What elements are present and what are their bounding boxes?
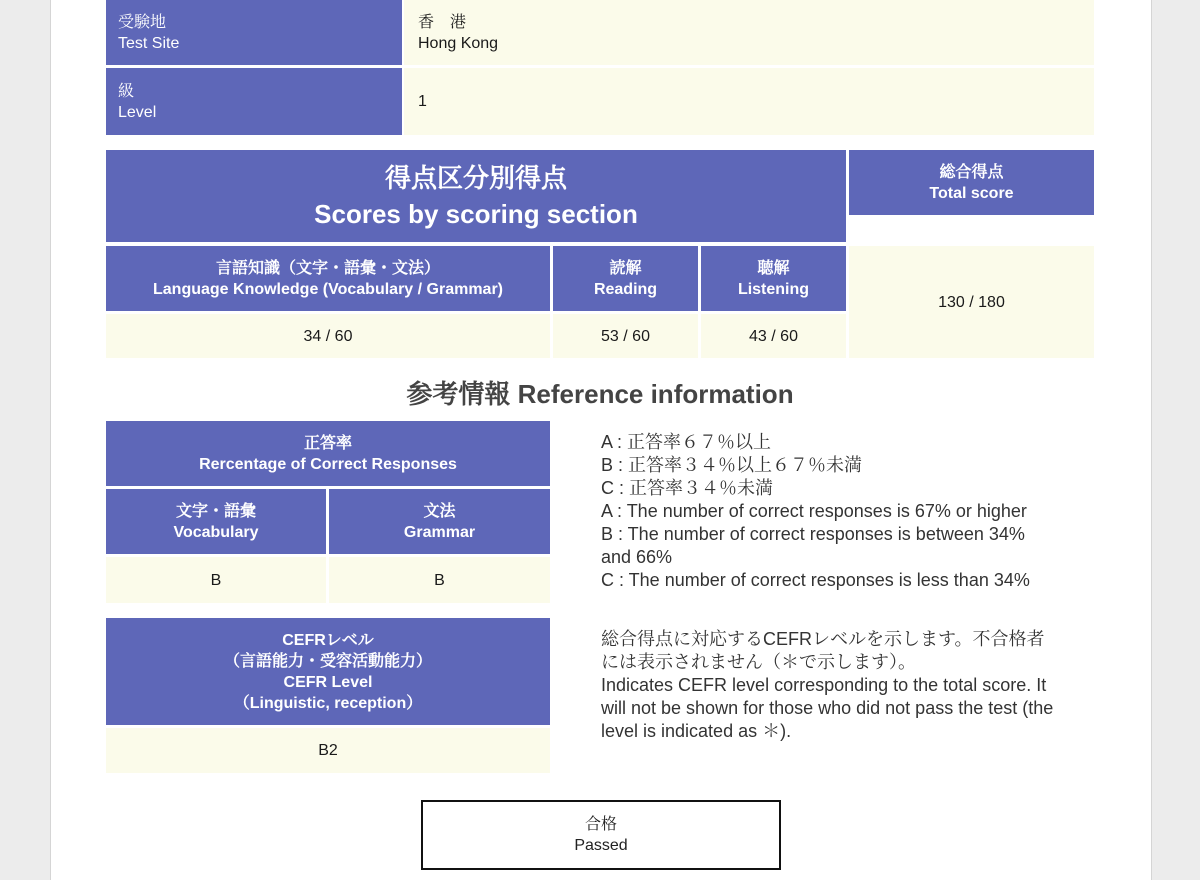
grade-note: B : 正答率３４％以上６７％未満 [601, 455, 863, 475]
grade-note: A : The number of correct responses is 67% or higher [601, 501, 1027, 521]
cefr-label-line: （Linguistic, reception） [233, 694, 423, 712]
grade-note: B : The number of correct responses is between 34% [601, 524, 1025, 544]
test-site-label-en: Test Site [118, 34, 180, 52]
grade-note: A : 正答率６７％以上 [601, 432, 772, 452]
section-label-ja: 読解 [609, 259, 642, 277]
cefr-label-line: CEFRレベル [282, 631, 374, 649]
section-label-ja: 言語知識（文字・語彙・文法） [215, 259, 440, 277]
test-site-value-ja: 香 港 [418, 13, 467, 31]
score-reading [553, 314, 698, 358]
level-label-ja: 級 [118, 82, 135, 100]
cefr-level-header [106, 618, 550, 725]
grade-value: B [210, 571, 222, 589]
vocabulary-label-ja: 文字・語彙 [175, 502, 256, 520]
score-value: 43 / 60 [749, 327, 798, 345]
cefr-level-value [106, 728, 550, 773]
total-score-label-en: Total score [929, 184, 1014, 202]
section-header-language-knowledge [106, 246, 550, 311]
total-score-header [849, 150, 1094, 215]
grade-note: and 66% [601, 547, 673, 567]
result-label-en: Passed [574, 837, 628, 854]
test-site-value-en: Hong Kong [418, 34, 499, 52]
grade-value: B [434, 571, 445, 589]
test-site-value [404, 0, 1094, 65]
grade-note: C : The number of correct responses is less than 34% [601, 570, 1030, 590]
vocabulary-label-en: Vocabulary [173, 523, 259, 541]
vocabulary-header [106, 489, 326, 554]
grammar-label-ja: 文法 [423, 502, 456, 520]
section-label-en: Language Knowledge (Vocabulary / Grammar) [153, 280, 503, 298]
grade-note: C : 正答率３４％未満 [601, 478, 774, 498]
scores-section-header [106, 150, 846, 242]
test-site-label-ja: 受験地 [118, 13, 167, 31]
section-label-ja: 聴解 [757, 259, 790, 277]
cefr-note: Indicates CEFR level corresponding to the total score. It [601, 675, 1047, 695]
grammar-label-en: Grammar [403, 523, 476, 541]
total-score-label-ja: 総合得点 [939, 163, 1004, 181]
result-label-ja: 合格 [584, 816, 617, 833]
section-label-en: Listening [737, 280, 810, 298]
score-language-knowledge [106, 314, 550, 358]
vocabulary-grade [106, 557, 326, 603]
level-label-en: Level [118, 103, 157, 121]
cefr-label-line: （言語能力・受容活動能力） [223, 652, 432, 670]
level-value-text: 1 [418, 93, 427, 110]
cefr-explanation [601, 628, 1096, 743]
correct-responses-label-en: Rercentage of Correct Responses [199, 455, 457, 473]
reference-info-title: 参考情報 Reference information [406, 379, 794, 409]
cefr-value: B2 [318, 742, 338, 759]
section-header-listening [701, 246, 846, 311]
score-listening [701, 314, 846, 358]
total-score-value [849, 246, 1094, 358]
total-score-value-text: 130 / 180 [938, 293, 1005, 311]
correct-responses-label-ja: 正答率 [303, 434, 352, 452]
score-value: 53 / 60 [601, 327, 650, 345]
level-label [106, 68, 402, 135]
level-value [404, 68, 1094, 135]
cefr-note: will not be shown for those who did not pass the test (the [601, 698, 1054, 718]
scores-title-en: Scores by scoring section [314, 199, 638, 229]
grade-legend [601, 431, 1091, 592]
section-label-en: Reading [593, 280, 658, 298]
result-passed-box [421, 800, 781, 870]
scores-title-ja: 得点区分別得点 [384, 163, 567, 193]
cefr-note: level is indicated as ＊). [601, 721, 792, 741]
cefr-label-line: CEFR Level [283, 673, 373, 691]
test-site-label [106, 0, 402, 65]
score-value: 34 / 60 [303, 327, 353, 345]
section-header-reading [553, 246, 698, 311]
grammar-header [329, 489, 550, 554]
cefr-note: 総合得点に対応するCEFRレベルを示します。不合格者 [601, 629, 1045, 649]
grammar-grade [329, 557, 550, 603]
correct-responses-header [106, 421, 550, 486]
cefr-note: には表示されません（＊で示します）。 [601, 652, 916, 672]
